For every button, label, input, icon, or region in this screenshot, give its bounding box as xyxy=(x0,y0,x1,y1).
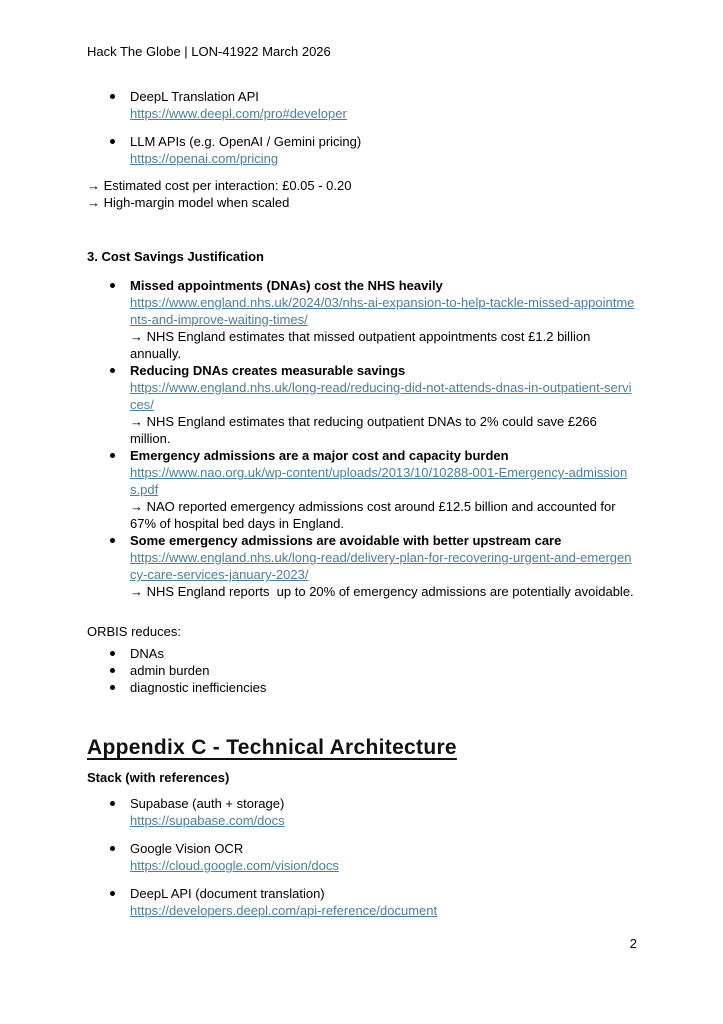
claim-link[interactable]: https://www.nao.org.uk/wp-content/uploads/2013/10/10288-001-Emergency-admissions.pdf xyxy=(130,465,628,497)
claim-link[interactable]: https://www.england.nhs.uk/long-read/reducing-did-not-attends-dnas-in-outpatient-services/ xyxy=(130,380,632,412)
claim-title: Missed appointments (DNAs) cost the NHS heavily xyxy=(130,278,443,293)
list-item xyxy=(87,795,637,829)
appendix-c-heading xyxy=(87,735,637,760)
orbis-intro: ORBIS reduces: xyxy=(87,624,181,639)
stack-subheading: Stack (with references) xyxy=(87,770,230,785)
claim-note: → NHS England estimates that reducing outpatient DNAs to 2% could save £266 million. xyxy=(130,414,601,446)
stack-item-title: Google Vision OCR xyxy=(130,841,244,856)
reference-title: DeepL Translation API xyxy=(130,89,259,104)
claim-title: Reducing DNAs creates measurable savings xyxy=(130,363,406,378)
claim-title: Some emergency admissions are avoidable with better upstream care xyxy=(130,533,562,548)
claim-link[interactable]: https://www.england.nhs.uk/long-read/delivery-plan-for-recovering-urgent-and-emergency-care-services-january-2023/ xyxy=(130,550,632,582)
conclusion-note: → High-margin model when scaled xyxy=(87,195,290,210)
appendix-c-heading-text: Appendix C - Technical Architecture xyxy=(87,736,457,759)
list-item xyxy=(87,277,637,362)
list-item xyxy=(87,662,637,679)
claim-note: → NAO reported emergency admissions cost around £12.5 billion and accounted for 67% of hospital bed days in England. xyxy=(130,499,620,531)
section-heading-cost-savings: 3. Cost Savings Justification xyxy=(87,249,264,264)
list-item xyxy=(87,133,637,167)
list-item xyxy=(87,840,637,874)
stack-item-title: DeepL API (document translation) xyxy=(130,886,325,901)
page-number: 2 xyxy=(629,936,637,951)
claim-note: → NHS England reports up to 20% of emergency admissions are potentially avoidable. xyxy=(130,584,634,599)
stack-item-link[interactable]: https://developers.deepl.com/api-reference/document xyxy=(130,903,438,918)
conclusion-note: → Estimated cost per interaction: £0.05 - 0.20 xyxy=(87,178,352,193)
reference-link[interactable]: https://openai.com/pricing xyxy=(130,151,279,166)
stack-reference-list xyxy=(87,795,637,919)
orbis-item-label: diagnostic inefficiencies xyxy=(130,680,267,695)
list-item xyxy=(87,645,637,662)
stack-item-link[interactable]: https://cloud.google.com/vision/docs xyxy=(130,858,339,873)
stack-item-link[interactable]: https://supabase.com/docs xyxy=(130,813,285,828)
claim-title: Emergency admissions are a major cost and capacity burden xyxy=(130,448,509,463)
claim-link[interactable]: https://www.england.nhs.uk/2024/03/nhs-ai-expansion-to-help-tackle-missed-appointments-and-improve-waiting-times/ xyxy=(130,295,635,327)
list-item xyxy=(87,532,637,600)
pricing-reference-list xyxy=(87,88,637,167)
list-item xyxy=(87,447,637,532)
document-header: Hack The Globe | LON-41922 March 2026 xyxy=(87,44,331,59)
cost-savings-list xyxy=(87,277,637,600)
list-item xyxy=(87,88,637,122)
list-item xyxy=(87,362,637,447)
orbis-item-label: DNAs xyxy=(130,646,164,661)
reference-title: LLM APIs (e.g. OpenAI / Gemini pricing) xyxy=(130,134,362,149)
stack-item-title: Supabase (auth + storage) xyxy=(130,796,285,811)
list-item xyxy=(87,885,637,919)
orbis-item-label: admin burden xyxy=(130,663,210,678)
claim-note: → NHS England estimates that missed outpatient appointments cost £1.2 billion annually. xyxy=(130,329,594,361)
list-item xyxy=(87,679,637,696)
reference-link[interactable]: https://www.deepl.com/pro#developer xyxy=(130,106,347,121)
pricing-conclusions xyxy=(87,177,637,211)
orbis-list xyxy=(87,645,637,696)
